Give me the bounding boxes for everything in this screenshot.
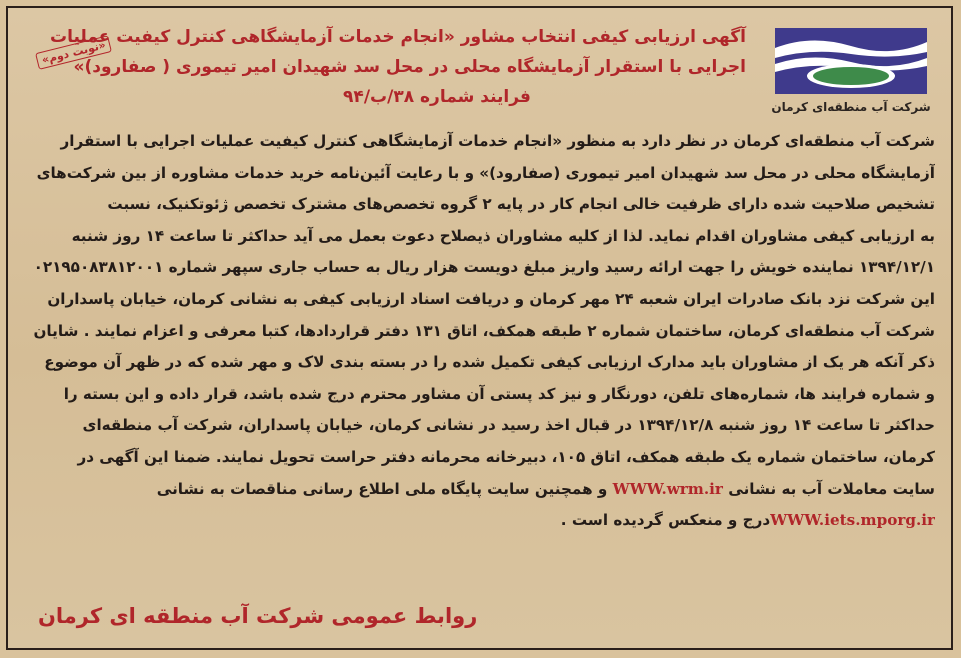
body-line-12 [26, 474, 935, 506]
company-logo [765, 24, 937, 120]
body-line: ذکر آنکه هر یک از مشاوران باید مدارک ارزیابی کیفی تکمیل شده را در بسته بندی لاک و مهر شده که در ظهر آن موضوع [44, 353, 935, 372]
public-relations-signature: روابط عمومی شرکت آب منطقه ای کرمان [38, 604, 478, 628]
second-round-stamp: «نوبت دوم» [35, 35, 112, 70]
header-line-1: آگهی ارزیابی کیفی انتخاب مشاور «انجام خدمات آزمایشگاهی کنترل کیفیت عملیات [49, 27, 746, 47]
body-line: کرمان، ساختمان شماره یک طبقه همکف، اتاق ۱۰۵، دبیرخانه محرمانه دفتر حراست تحویل نمایند. ضمنا این آگهی در [77, 447, 935, 466]
body-line: شرکت آب منطقه‌ای کرمان در نظر دارد به منظور «انجام خدمات آزمایشگاهی کنترل کیفیت عملیات اجرایی با استقرار [60, 132, 935, 150]
body-line: تشخیص صلاحیت شده دارای ظرفیت خالی انجام کار در پایه ۲ گروه تخصص‌های مشترک تخصص ژئوتکنیک، نسبت [107, 195, 935, 214]
body-line: به ارزیابی کیفی مشاوران اقدام نماید. لذا از کلیه مشاوران ذیصلاح دعوت بعمل می آید حداکثر تا ساعت ۱۴ روز شنبه [71, 226, 935, 245]
advertisement-frame [6, 6, 953, 650]
advertisement-body [26, 126, 935, 537]
header-line-3: فرایند شماره ۳۸/ب/۹۴ [343, 87, 531, 107]
body-line: و شماره فرایند ها، شماره‌های تلفن، دورنگار و نیز کد پستی آن مشاور محترم درج شده باشد، قرار داده و این بسته را [63, 384, 935, 403]
body-line-13-end: درج و منعکس گردیده است . [560, 511, 771, 530]
wrm-website-link[interactable]: WWW.wrm.ir [612, 479, 723, 498]
body-line-13 [26, 505, 935, 537]
body-line: شرکت آب منطقه‌ای کرمان، ساختمان شماره ۲ طبقه همکف، اتاق ۱۳۱ دفتر قراردادها، کتبا معرفی و اعزام نمایند . شایان [33, 321, 935, 340]
body-line-12-end: و همچنین سایت پایگاه ملی اطلاع رسانی مناقصات به نشانی [156, 479, 608, 498]
iets-website-link[interactable]: WWW.iets.mporg.ir [770, 511, 935, 530]
body-line: حداکثر تا ساعت ۱۴ روز شنبه ۱۳۹۴/۱۲/۸ در قبال اخذ رسید در نشانی کرمان، خیابان پاسداران، شرکت آب منطقه‌ای [82, 416, 935, 435]
body-line: ۱۳۹۴/۱۲/۱ نماینده خویش را جهت ارائه رسید واریز مبلغ دویست هزار ریال به حساب جاری سپهر شماره ۰۲۱۹۵۰۸۳۸۱۲۰۰۱ [33, 258, 935, 277]
water-company-logo-icon [771, 24, 931, 98]
body-line-12-start: سایت معاملات آب به نشانی [728, 479, 935, 498]
header-line-2: اجرایی با استقرار آزمایشگاه محلی در محل سد شهیدان امیر تیموری ( صفارود)» [73, 57, 746, 77]
body-line: آزمایشگاه محلی در محل سد شهیدان امیر تیموری (صفارود)» و با رعایت آئین‌نامه خرید خدمات مشاوره از بین شرکت‌های [36, 163, 935, 182]
body-line: این شرکت نزد بانک صادرات ایران شعبه ۲۴ مهر کرمان و دریافت اسناد ارزیابی کیفی به نشانی کرمان، خیابان پاسداران [47, 289, 935, 308]
logo-caption: شرکت آب منطقه‌ای کرمان [771, 100, 931, 114]
